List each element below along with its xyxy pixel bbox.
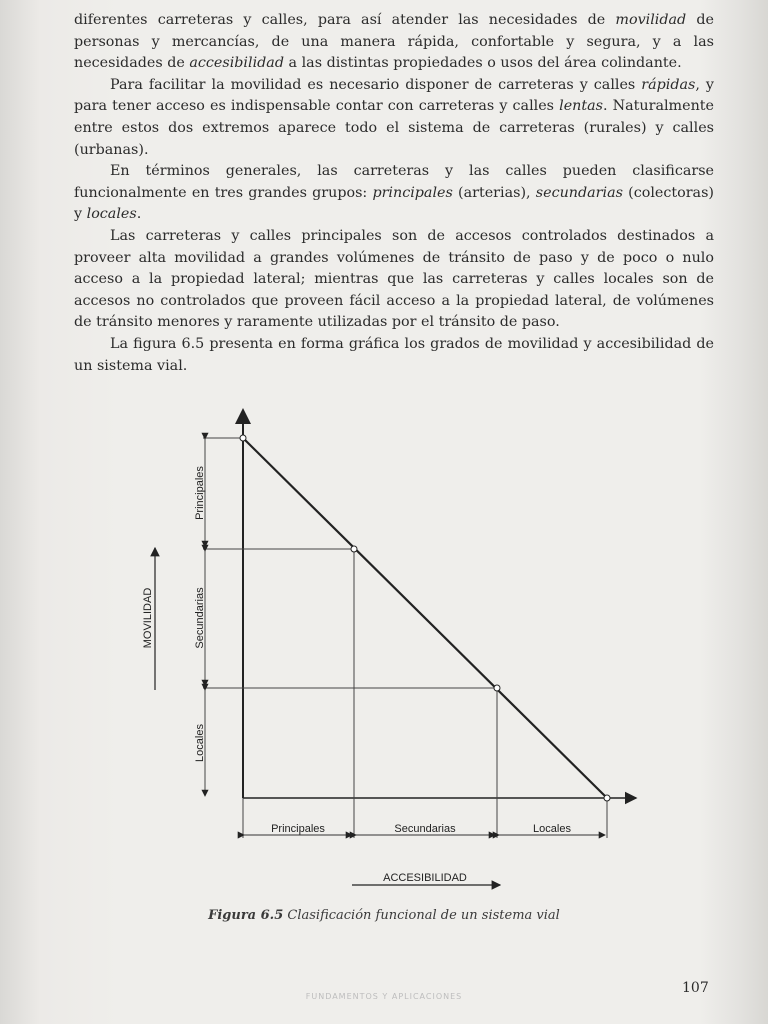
p2-segment-3: lentas [559, 98, 603, 115]
p3-segment-1: principales [372, 184, 453, 201]
p2-segment-2: , y para tener acceso es indispensable contar con carreteras y calles [74, 76, 714, 115]
p1-segment-2: de personas y mercancías, de una manera rápida, confortable y segura, y a las necesidades de [74, 12, 714, 72]
p3-segment-5: locales [86, 206, 137, 223]
caption-label: Figura 6.5 [208, 908, 284, 923]
p3-segment-0: En términos generales, las carreteras y las calles pueden clasificarse funcionalmente en tres grandes grupos: [74, 163, 714, 201]
y-category-locales: Locales [194, 724, 206, 762]
p1-segment-3: accesibilidad [189, 55, 284, 72]
y-category-principales: Principales [194, 466, 206, 520]
p3-segment-6: . [136, 206, 142, 223]
diagonal-marker-end [604, 795, 610, 801]
x-category-principales: Principales [271, 823, 325, 835]
p4-segment-0: Las carreteras y calles principales son de accesos controlados destinados a proveer alta movilidad a grandes volúmenes de tránsito de paso y de poco o nulo acceso a la propiedad lateral; mientras que las carreteras y calles locales son de accesos no controlados que proveen fácil acceso a la propiedad lateral, de volúmenes de tránsito menores y raramente utilizadas por el tránsito de paso. [74, 227, 714, 331]
y-axis-title: MOVILIDAD [142, 587, 154, 649]
x-category-locales: Locales [533, 823, 571, 835]
diagonal-marker-locales [494, 685, 500, 691]
figure-caption [0, 908, 768, 923]
p1-segment-1: movilidad [615, 12, 687, 28]
p3-segment-4: (colectoras) y [74, 184, 714, 223]
x-category-secundarias: Secundarias [394, 823, 456, 835]
p2-segment-4: . Naturalmente entre estos dos extremos aparece todo el sistema de carreteras (rurales) y calles (urbanas). [74, 98, 714, 158]
diagonal-marker-top [240, 435, 246, 441]
p2-segment-1: rápidas [641, 76, 696, 93]
diagonal-marker-secundarias [351, 546, 357, 552]
p3-segment-3: secundarias [535, 184, 623, 201]
footer-running-title: FUNDAMENTOS Y APLICACIONES [305, 992, 463, 1001]
p5-segment-0: La figura 6.5 presenta en forma gráfica los grados de movilidad y accesibilidad de un sistema vial. [74, 335, 714, 374]
p1-segment-4: a las distintas propiedades o usos del área colindante. [283, 55, 682, 72]
mobility-accessibility-diagonal [243, 438, 607, 798]
y-category-secundarias: Secundarias [194, 587, 206, 649]
p2-segment-0: Para facilitar la movilidad es necesario disponer de carreteras y calles [110, 76, 642, 93]
caption-text: Clasificación funcional de un sistema vial [287, 908, 560, 923]
p3-segment-2: (arterias), [452, 184, 536, 201]
page-number: 107 [682, 980, 709, 996]
x-axis-title: ACCESIBILIDAD [383, 872, 467, 884]
p1-segment-0: diferentes carreteras y calles, para así atender las necesidades de [74, 12, 616, 28]
